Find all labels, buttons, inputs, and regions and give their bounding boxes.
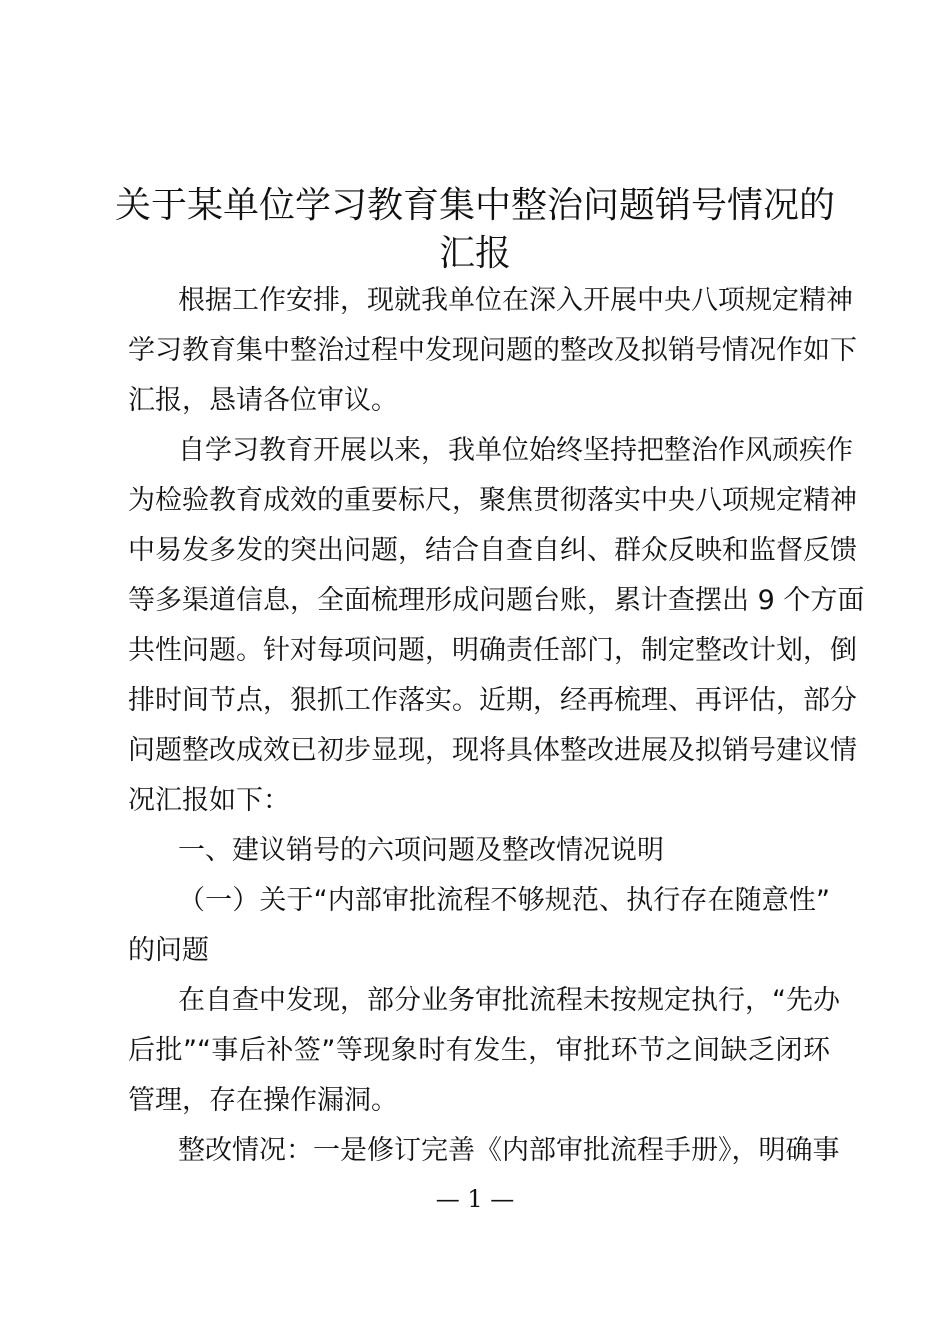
paragraph-1-line-3: 汇报，恳请各位审议。 [128,385,398,416]
paragraph-3-line-3: 管理，存在操作漏洞。 [128,1085,398,1116]
paragraph-2-line-2: 为检验教育成效的重要标尺，聚焦贯彻落实中央八项规定精神 [128,485,857,516]
paragraph-2-line-3: 中易发多发的突出问题，结合自查自纠、群众反映和监督反馈 [128,535,857,566]
paragraph-2-line-6: 排时间节点，狠抓工作落实。近期，经再梳理、再评估，部分 [128,685,857,716]
subsection-heading-1-line-1: （一）关于“内部审批流程不够规范、执行存在随意性” [178,885,830,916]
document-title-line-1: 关于某单位学习教育集中整治问题销号情况的 [114,185,835,226]
paragraph-2-line-7: 问题整改成效已初步显现，现将具体整改进展及拟销号建议情 [128,735,857,766]
paragraph-3-line-2: 后批”“事后补签”等现象时有发生，审批环节之间缺乏闭环 [128,1035,830,1066]
subsection-heading-1-line-2: 的问题 [128,935,209,966]
paragraph-1-line-1: 根据工作安排，现就我单位在深入开展中央八项规定精神 [178,285,853,316]
paragraph-2-line-1: 自学习教育开展以来，我单位始终坚持把整治作风顽疾作 [178,435,853,466]
paragraph-2-line-8: 况汇报如下： [128,785,290,816]
document-title-line-2: 汇报 [438,233,511,274]
paragraph-4-line-1: 整改情况：一是修订完善《内部审批流程手册》，明确事 [178,1135,840,1166]
paragraph-2-line-5: 共性问题。针对每项问题，明确责任部门，制定整改计划，倒 [128,635,857,666]
paragraph-1-line-2: 学习教育集中整治过程中发现问题的整改及拟销号情况作如下 [128,335,857,366]
section-heading-1: 一、建议销号的六项问题及整改情况说明 [178,835,664,866]
paragraph-2-line-4: 等多渠道信息，全面梳理形成问题台账，累计查摆出 9 个方面 [128,585,865,616]
paragraph-3-line-1: 在自查中发现，部分业务审批流程未按规定执行，“先办 [178,985,840,1016]
page-number: — 1 — [435,1185,515,1213]
